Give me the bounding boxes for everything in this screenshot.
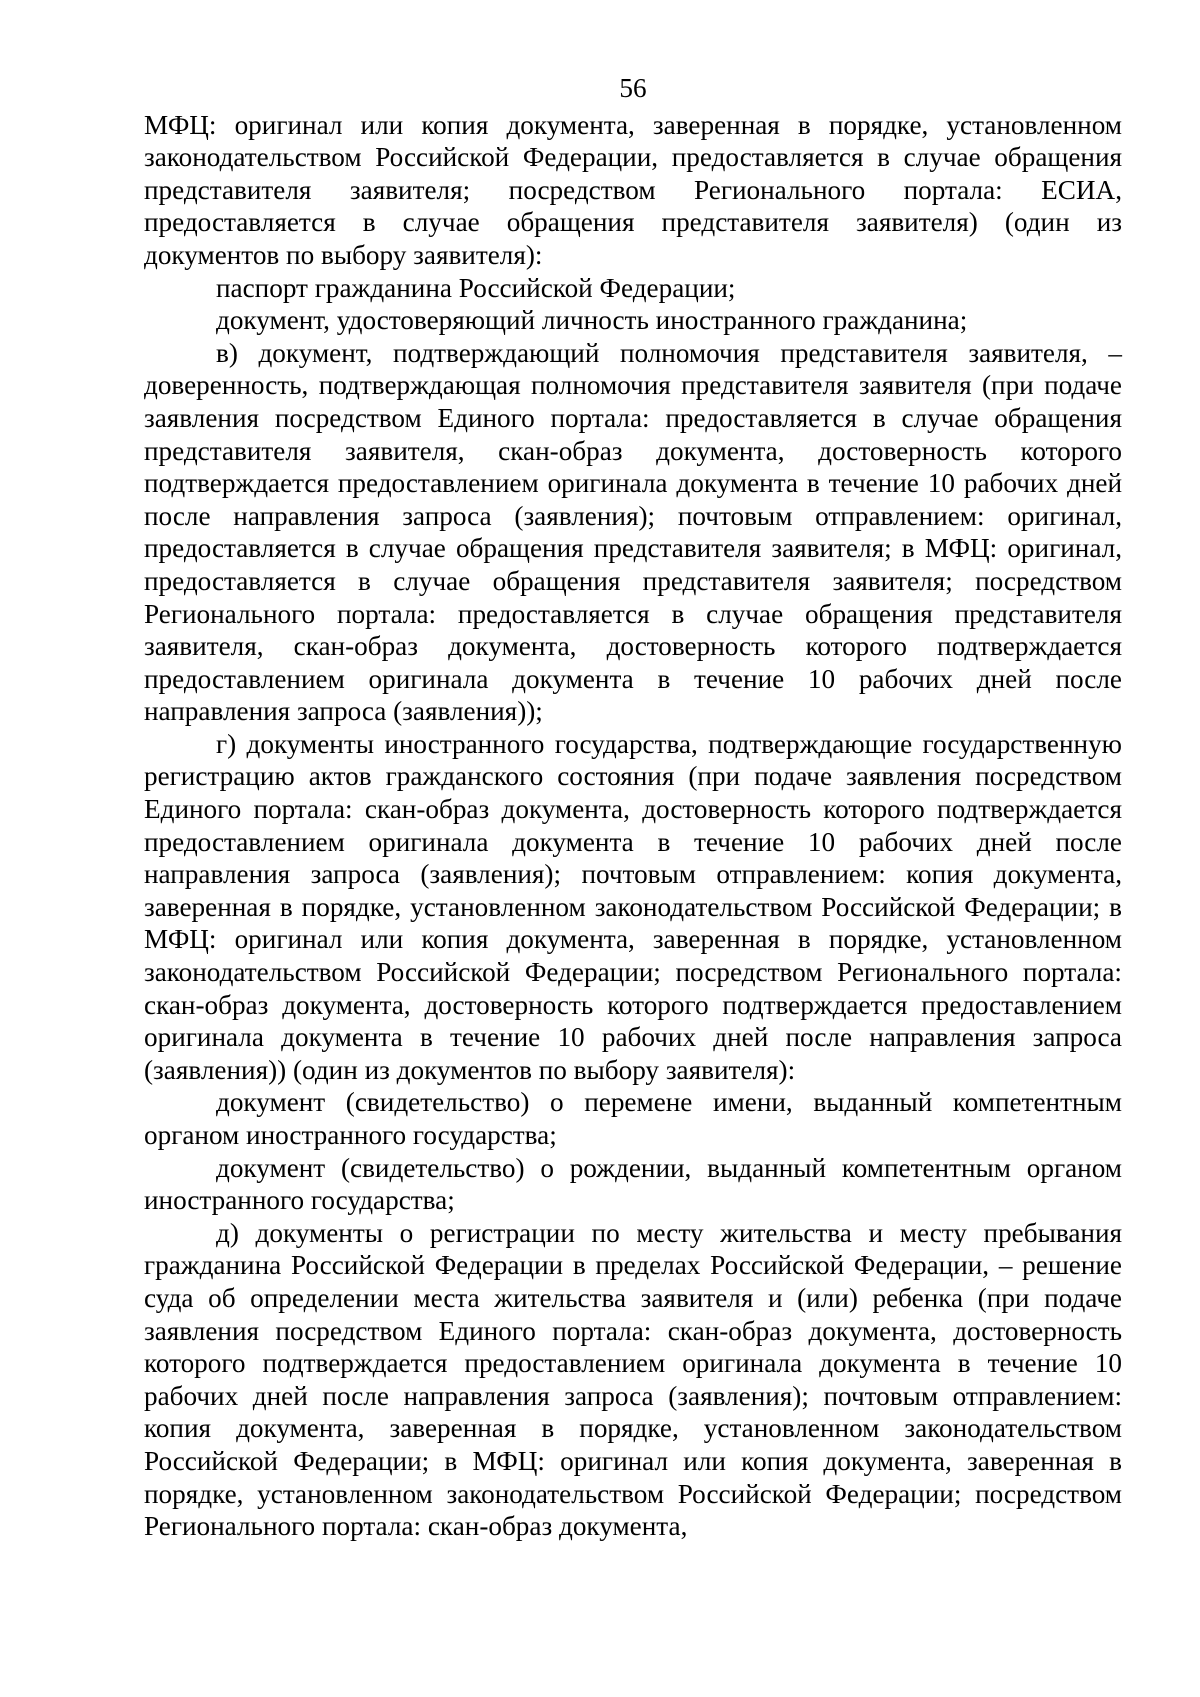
paragraph-item-g: г) документы иностранного государства, подтверждающие государственную регистрацию актов гражданского состояния (при подаче заявления посредством Единого портала: скан-образ документа, достоверность которого подтверждается предоставлением оригинала документа в течение 10 рабочих дней после направления запроса (заявления); почтовым отправлением: копия документа, заверенная в порядке, установленном законодательством Российской Федерации; в МФЦ: оригинал или копия документа, заверенная в порядке, установленном законодательством Российской Федерации; посредством Регионального портала: скан-образ документа, достоверность которого подтверждается предоставлением оригинала документа в течение 10 рабочих дней после направления запроса (заявления)) (один из документов по выбору заявителя): (144, 728, 1122, 1085)
paragraph-foreign-id: документ, удостоверяющий личность иностранного гражданина; (216, 305, 968, 336)
paragraph-item-v: в) документ, подтверждающий полномочия представителя заявителя, – доверенность, подтверждающая полномочия представителя заявителя (при подаче заявления посредством Единого портала: предоставляется в случае обращения представителя заявителя, скан-образ документа, достоверность которого подтверждается предоставлением оригинала документа в течение 10 рабочих дней после направления запроса (заявления); почтовым отправлением: оригинал, предоставляется в случае обращения представителя заявителя; в МФЦ: оригинал, предоставляется в случае обращения представителя заявителя; посредством Регионального портала: предоставляется в случае обращения представителя заявителя, скан-образ документа, достоверность которого подтверждается предоставлением оригинала документа в течение 10 рабочих дней после направления запроса (заявления)); (144, 337, 1122, 727)
paragraph-name-change: документ (свидетельство) о перемене имени, выданный компетентным органом иностранного государства; (144, 1087, 1122, 1150)
document-page (144, 72, 1122, 1543)
paragraph-passport: паспорт гражданина Российской Федерации; (216, 272, 736, 303)
paragraph-birth-certificate: документ (свидетельство) о рождении, выданный компетентным органом иностранного государства; (144, 1152, 1122, 1216)
paragraph-continuation: МФЦ: оригинал или копия документа, заверенная в порядке, установленном законодательством Российской Федерации, предоставляется в случае обращения представителя заявителя; посредством Регионального портала: ЕСИА, предоставляется в случае обращения представителя заявителя) (один из документов по выбору заявителя): (144, 109, 1122, 270)
page-number: 56 (619, 73, 647, 103)
paragraph-item-d: д) документы о регистрации по месту жительства и месту пребывания гражданина Российской Федерации в пределах Российской Федерации, – решение суда об определении места жительства заявителя и (или) ребенка (при подаче заявления посредством Единого портала: скан-образ документа, достоверность которого подтверждается предоставлением оригинала документа в течение 10 рабочих дней после направления запроса (заявления); почтовым отправлением: копия документа, заверенная в порядке, установленном законодательством Российской Федерации; в МФЦ: оригинал или копия документа, заверенная в порядке, установленном законодательством Российской Федерации; посредством Регионального портала: скан-образ документа, (144, 1217, 1122, 1542)
